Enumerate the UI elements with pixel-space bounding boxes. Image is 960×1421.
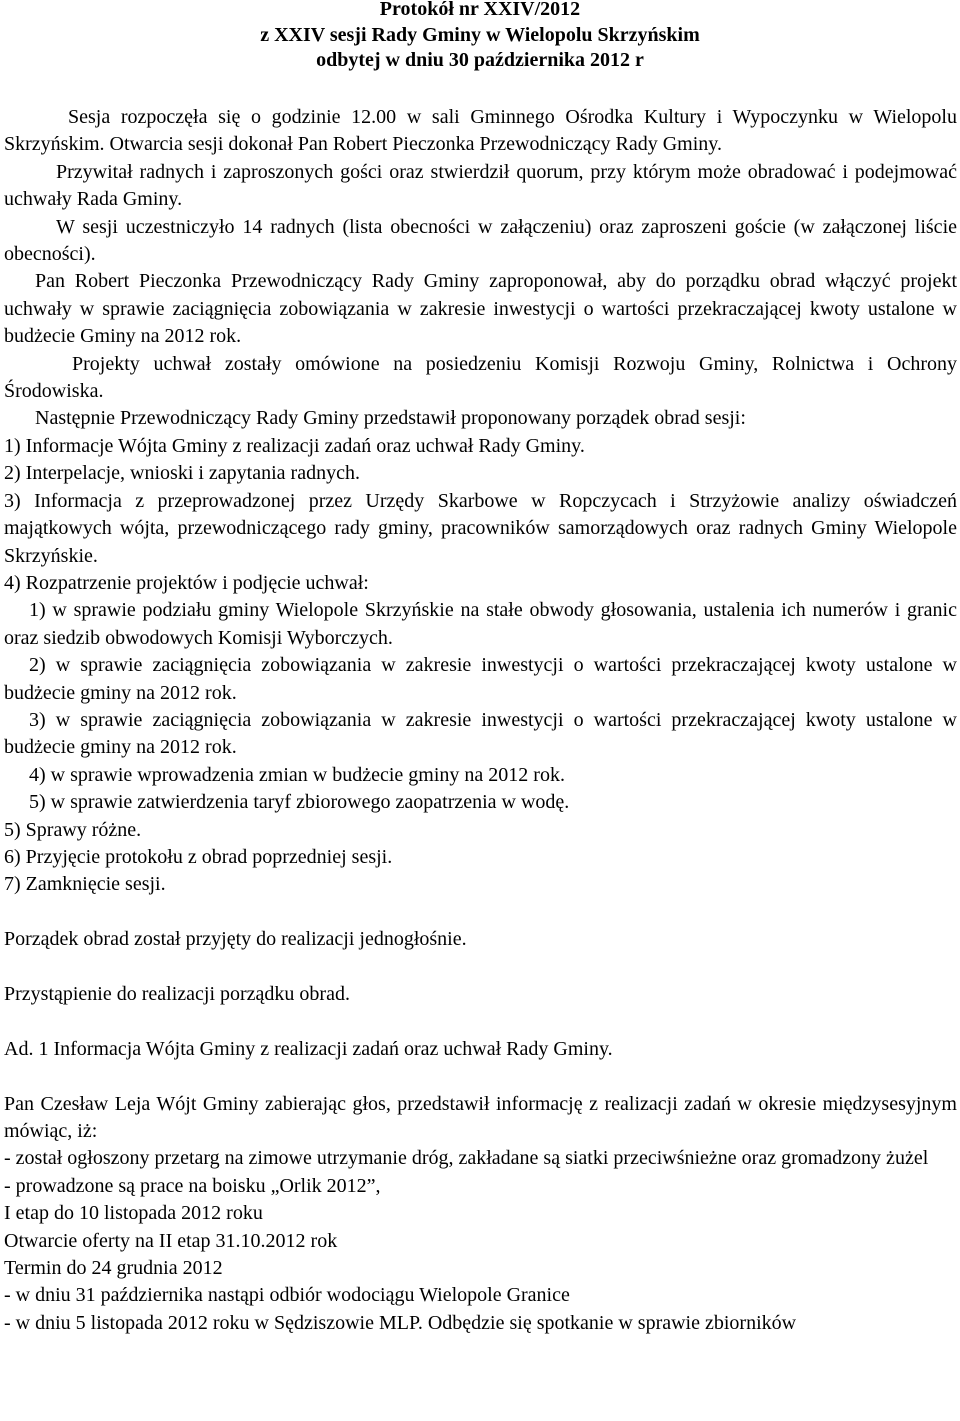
report-line-5: Termin do 24 grudnia 2012	[4, 1257, 223, 1279]
spacer	[4, 1008, 957, 1035]
report-line-4: Otwarcie oferty na II etap 31.10.2012 rok	[4, 1229, 338, 1252]
agenda-item-7: 7) Zamknięcie sesji.	[4, 873, 166, 896]
paragraph-proposal: Pan Robert Pieczonka Przewodniczący Rady Gminy zaproponował, aby do porządku obrad włączyć projekt uchwały w sprawie zaciągnięcia zobowiązania w zakresie inwestycji o wartości przekraczającej kwoty ustalone w budżecie Gminy na 2012 rok.	[4, 270, 957, 348]
title-line-2: z XXIV sesji Rady Gminy w Wielopolu Skrzyńskim	[260, 23, 700, 46]
paragraph-attendance: W sesji uczestniczyło 14 radnych (lista obecności w załączeniu) oraz zaproszeni goście (w załączonej liście obecności).	[4, 215, 957, 266]
paragraph-committee: Projekty uchwał zostały omówione na posiedzeniu Komisji Rozwoju Gminy, Rolnictwa i Ochrony Środowiska.	[4, 352, 957, 403]
agenda-item-1: 1) Informacje Wójta Gminy z realizacji zadań oraz uchwał Rady Gminy.	[4, 434, 585, 457]
agenda-subitem-4: 4) w sprawie wprowadzenia zmian w budżecie gminy na 2012 rok.	[29, 763, 565, 786]
spacer	[4, 899, 957, 926]
ad-1-heading: Ad. 1 Informacja Wójta Gminy z realizacji zadań oraz uchwał Rady Gminy.	[4, 1037, 613, 1060]
paragraph-opening: Sesja rozpoczęła się o godzinie 12.00 w sali Gminnego Ośrodka Kultury i Wypoczynku w Wielopolu Skrzyńskim. Otwarcia sesji dokonał Pan Robert Pieczonka Przewodniczący Rady Gminy.	[4, 106, 957, 156]
agenda-item-6: 6) Przyjęcie protokołu z obrad poprzedniej sesji.	[4, 845, 393, 868]
document-body	[4, 104, 957, 1337]
agenda-item-2: 2) Interpelacje, wnioski i zapytania radnych.	[4, 462, 360, 485]
agenda-subitem-3: 3) w sprawie zaciągnięcia zobowiązania w zakresie inwestycji o wartości przekraczającej kwoty ustalone w budżecie gminy na 2012 rok.	[4, 708, 957, 759]
document-title	[0, 0, 960, 74]
title-line-3: odbytej w dniu 30 października 2012 r	[316, 49, 644, 71]
agenda-subitem-1: 1) w sprawie podziału gminy Wielopole Skrzyńskie na stałe obwody głosowania, ustalenia ich numerów i granic oraz siedzib obwodowych Komisji Wyborczych.	[4, 599, 957, 649]
report-bullet-1: - został ogłoszony przetarg na zimowe utrzymanie dróg, zakładane są siatki przeciwśnieżne oraz gromadzony żużel	[4, 1147, 929, 1170]
agenda-start: Przystąpienie do realizacji porządku obrad.	[4, 982, 350, 1005]
mayor-report: Pan Czesław Leja Wójt Gminy zabierając głos, przedstawił informację z realizacji zadań w okresie międzysesyjnym mówiąc, iż:	[4, 1092, 957, 1142]
spacer	[4, 954, 957, 981]
report-bullet-2: - prowadzone są prace na boisku „Orlik 2012”,	[4, 1174, 381, 1197]
agenda-item-4: 4) Rozpatrzenie projektów i podjęcie uchwał:	[4, 571, 369, 594]
report-bullet-7: - w dniu 5 listopada 2012 roku w Sędziszowie MLP. Odbędzie się spotkanie w sprawie zbiorników	[4, 1311, 797, 1334]
report-line-3: I etap do 10 listopada 2012 roku	[4, 1202, 263, 1225]
spacer	[4, 1063, 957, 1090]
agenda-accepted: Porządek obrad został przyjęty do realizacji jednogłośnie.	[4, 928, 467, 951]
agenda-item-5: 5) Sprawy różne.	[4, 818, 142, 841]
paragraph-quorum: Przywitał radnych i zaproszonych gości oraz stwierdził quorum, przy którym może obradować i podejmować uchwały Rada Gminy.	[4, 160, 957, 211]
agenda-subitem-5: 5) w sprawie zatwierdzenia taryf zbiorowego zaopatrzenia w wodę.	[29, 791, 570, 814]
paragraph-agenda-intro: Następnie Przewodniczący Rady Gminy przedstawił proponowany porządek obrad sesji:	[35, 407, 746, 430]
title-line-1: Protokół nr XXIV/2012	[379, 0, 581, 20]
report-bullet-6: - w dniu 31 października nastąpi odbiór wodociągu Wielopole Granice	[4, 1284, 570, 1307]
agenda-subitem-2: 2) w sprawie zaciągnięcia zobowiązania w zakresie inwestycji o wartości przekraczającej kwoty ustalone w budżecie gminy na 2012 rok.	[4, 654, 957, 704]
agenda-item-3: 3) Informacja z przeprowadzonej przez Urzędy Skarbowe w Ropczycach i Strzyżowie analizy oświadczeń majątkowych wójta, przewodniczącego rady gminy, pracowników samorządowych oraz radnych Gminy Wielopole Skrzyńskie.	[4, 489, 957, 567]
